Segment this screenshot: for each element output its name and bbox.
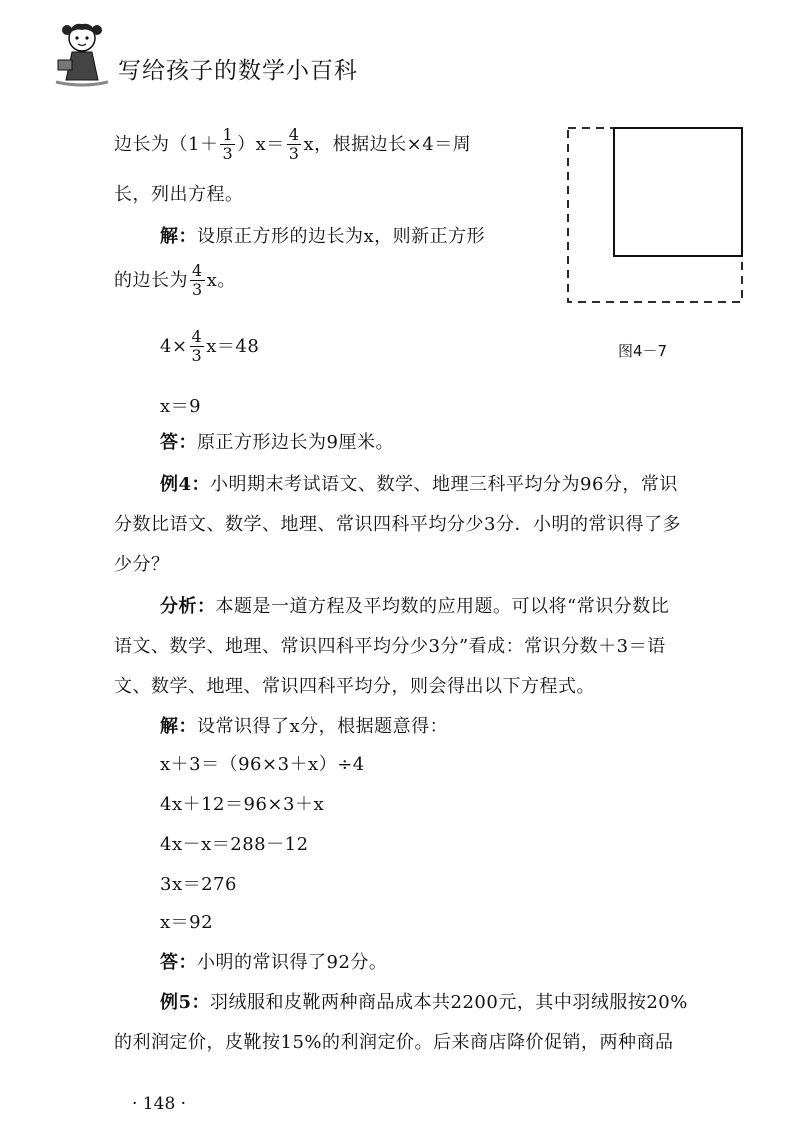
- equation-4-1: x＋3＝（96×3＋x）÷4: [160, 754, 365, 775]
- solution-text: 设常识得了x分，根据题意得：: [197, 716, 449, 737]
- text-segment: x＝48: [206, 335, 260, 357]
- example4-line-1: [160, 476, 678, 494]
- fraction: [190, 262, 205, 300]
- equation-2: x＝9: [160, 396, 202, 417]
- fraction-numerator: 4: [288, 125, 300, 144]
- text-segment: 的边长为: [114, 269, 188, 291]
- equation-4-3: 4x－x＝288－12: [160, 834, 309, 855]
- equation-1: [160, 328, 259, 366]
- text-segment: 4×: [160, 335, 188, 357]
- example4-text: 小明期末考试语文、数学、地理三科平均分为96分，常识: [210, 474, 678, 495]
- fraction-numerator: 4: [191, 327, 203, 346]
- page-number: · 148 ·: [132, 1094, 187, 1114]
- answer4-line: [160, 954, 387, 972]
- solution-label: 解：: [160, 226, 197, 247]
- book-title: 写给孩子的数学小百科: [118, 58, 358, 84]
- answer-text: 小明的常识得了92分。: [197, 952, 388, 973]
- text-segment: 边长为（1＋: [114, 133, 219, 155]
- solution-label: 解：: [160, 716, 197, 737]
- analysis-text: 本题是一道方程及平均数的应用题。可以将“常识分数比: [215, 596, 670, 617]
- analysis4-line-3: 文、数学、地理、常识四科平均分，则会得出以下方程式。: [114, 676, 595, 697]
- equation-4-5: x＝92: [160, 912, 214, 933]
- text-segment: ）x＝: [237, 133, 285, 155]
- girl-mascot-icon: [48, 18, 118, 90]
- example4-line-2: 分数比语文、数学、地理、常识四科平均分少3分．小明的常识得了多: [114, 514, 681, 535]
- solution4-line: [160, 718, 448, 736]
- fraction-denominator: 3: [222, 144, 234, 164]
- answer-label: 答：: [160, 432, 197, 453]
- fraction-denominator: 3: [288, 144, 300, 164]
- square-figure: [566, 126, 744, 304]
- fraction: [190, 328, 205, 366]
- equation-4-2: 4x＋12＝96×3＋x: [160, 794, 325, 815]
- solution-line-1: [160, 228, 485, 246]
- answer-text: 原正方形边长为9厘米。: [197, 432, 394, 453]
- analysis-line-1: [114, 126, 471, 164]
- fraction-denominator: 3: [192, 280, 203, 300]
- equation-4-4: 3x＝276: [160, 874, 237, 895]
- fraction-numerator: 4: [192, 261, 203, 280]
- analysis4-line-2: 语文、数学、地理、常识四科平均分少3分”看成：常识分数＋3＝语: [114, 636, 666, 657]
- solution-line-2: [114, 262, 236, 300]
- text-segment: x，根据边长×4＝周: [303, 133, 472, 155]
- answer-label: 答：: [160, 952, 197, 973]
- analysis-label: 分析：: [160, 596, 216, 617]
- example5-label: 例5：: [160, 992, 211, 1013]
- example4-label: 例4：: [160, 474, 211, 495]
- solution-text: 设原正方形的边长为x，则新正方形: [197, 226, 486, 247]
- figure-caption: 图4－7: [618, 342, 668, 360]
- answer-line: [160, 434, 394, 452]
- analysis-line-2: 长，列出方程。: [114, 184, 244, 205]
- example5-line-2: 的利润定价，皮靴按15%的利润定价。后来商店降价促销，两种商品: [114, 1032, 674, 1053]
- fraction-numerator: 1: [222, 125, 234, 144]
- text-segment: x。: [206, 269, 236, 291]
- analysis4-line-1: [160, 598, 669, 616]
- fraction: [287, 126, 302, 164]
- example5-line-1: [160, 994, 688, 1012]
- fraction-denominator: 3: [191, 346, 203, 366]
- example4-line-3: 少分？: [114, 554, 170, 575]
- fraction: [220, 126, 235, 164]
- example5-text: 羽绒服和皮靴两种商品成本共2200元，其中羽绒服按20%: [210, 992, 688, 1013]
